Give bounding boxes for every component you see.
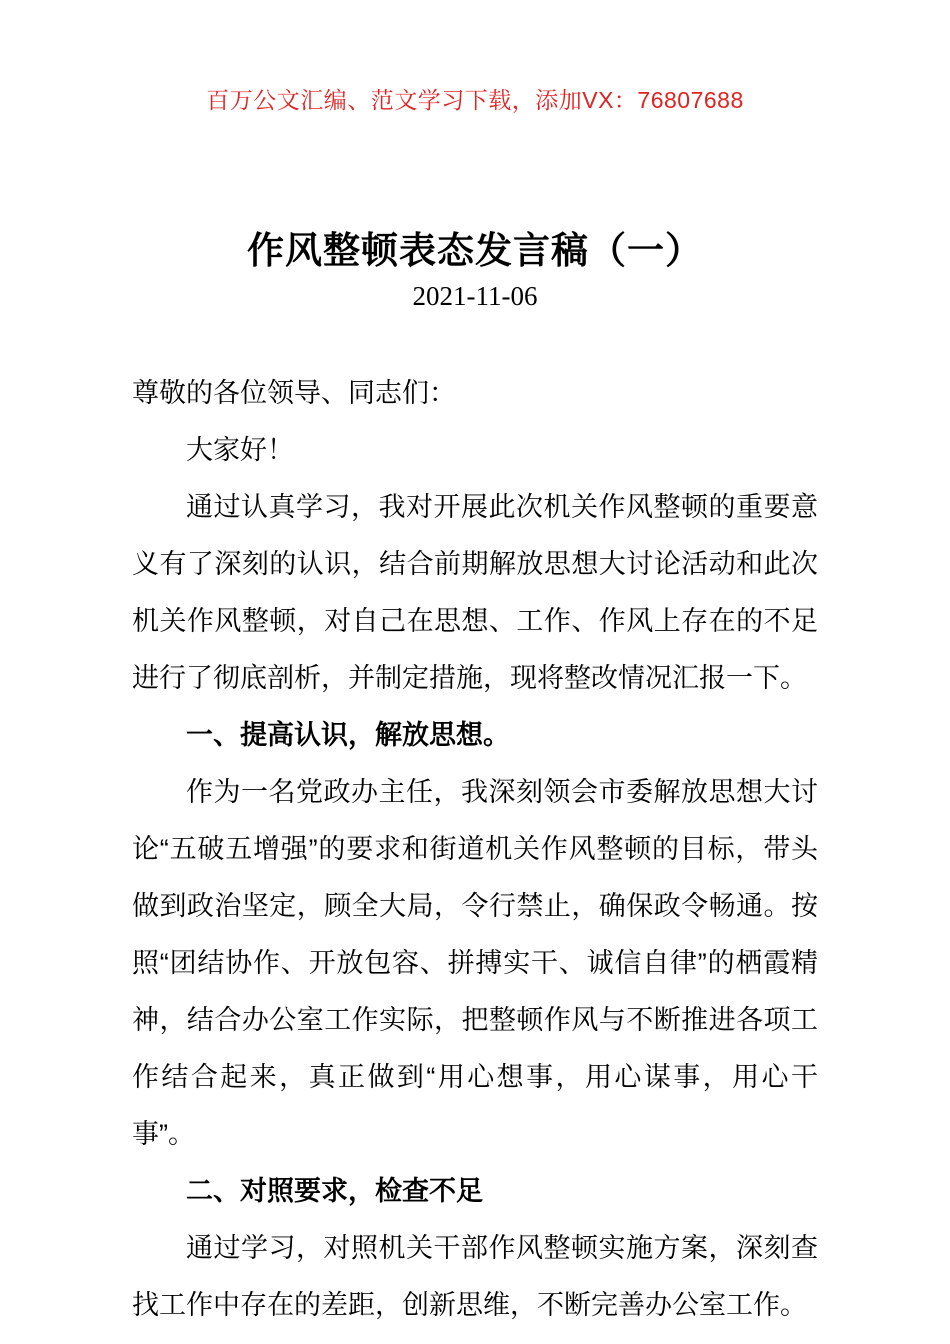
document-body [132,365,818,1334]
page-title: 作风整顿表态发言稿（一） [247,230,703,271]
section-heading: 一、提高认识，解放思想。 [186,720,510,750]
paragraph: 尊敬的各位领导、同志们： [132,378,456,408]
header-notice: 百万公文汇编、范文学习下载，添加VX：76807688 [206,87,744,113]
document-date: 2021-11-06 [412,281,538,311]
paragraph: 通过认真学习，我对开展此次机关作风整顿的重要意义有了深刻的认识，结合前期解放思想大讨论活动和此次机关作风整顿，对自己在思想、工作、作风上存在的不足进行了彻底剖析，并制定措施，现将整改情况汇报一下。 [132,492,818,693]
section-heading: 二、对照要求，检查不足 [186,1176,483,1206]
paragraph: 大家好！ [186,435,294,465]
paragraph: 通过学习，对照机关干部作风整顿实施方案，深刻查找工作中存在的差距，创新思维，不断完善办公室工作。 [132,1233,818,1320]
paragraph: 作为一名党政办主任，我深刻领会市委解放思想大讨论“五破五增强”的要求和街道机关作风整顿的目标，带头做到政治坚定，顾全大局，令行禁止，确保政令畅通。按照“团结协作、开放包容、拼搏实干、诚信自律”的栖霞精神，结合办公室工作实际，把整顿作风与不断推进各项工作结合起来，真正做到“用心想事，用心谋事，用心干事”。 [132,777,818,1149]
